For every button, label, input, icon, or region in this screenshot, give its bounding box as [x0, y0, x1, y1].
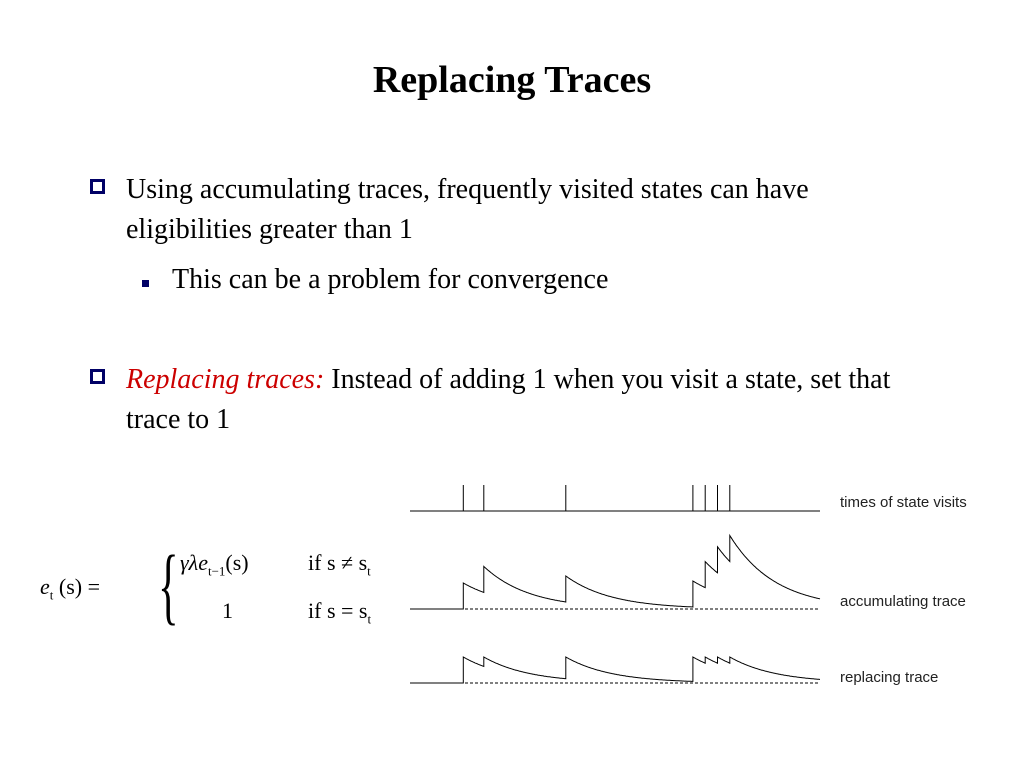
bullet-2-body: Instead of adding 1 when you visit a state, set that trace to 1	[126, 364, 891, 435]
equation-brace: {	[158, 537, 179, 633]
bullet-1	[90, 170, 910, 250]
slide-title: Replacing Traces	[372, 59, 652, 101]
box-bullet-icon	[90, 369, 105, 384]
bullet-2-lead: Replacing traces:	[126, 364, 325, 395]
square-bullet-icon	[142, 280, 149, 287]
eligibility-equation	[40, 537, 372, 640]
equation-case-2: 1	[222, 598, 233, 623]
trace-diagram	[400, 476, 1000, 696]
equation-condition-2: if $s = s_t$	[308, 598, 372, 627]
sub-bullet-text: This can be a problem for convergence	[172, 264, 609, 295]
equation-lhs: $e_t$ (s) =	[40, 574, 101, 603]
label-visits: times of state visits	[840, 494, 967, 511]
bullet-2-text	[126, 360, 910, 440]
bullet-1-text: Using accumulating traces, frequently visited states can have eligibilities greater than 1	[126, 174, 809, 245]
box-bullet-icon	[90, 179, 105, 194]
label-accumulating: accumulating trace	[840, 593, 966, 610]
accumulating-trace-curve	[410, 536, 820, 610]
bullet-2	[90, 360, 910, 440]
label-replacing: replacing trace	[840, 669, 939, 686]
replacing-trace-curve	[410, 657, 820, 683]
equation-case-1: γλe$_{t-1}$(s)	[180, 550, 249, 579]
equation-condition-1: if $s \ne s_t$	[308, 550, 371, 579]
